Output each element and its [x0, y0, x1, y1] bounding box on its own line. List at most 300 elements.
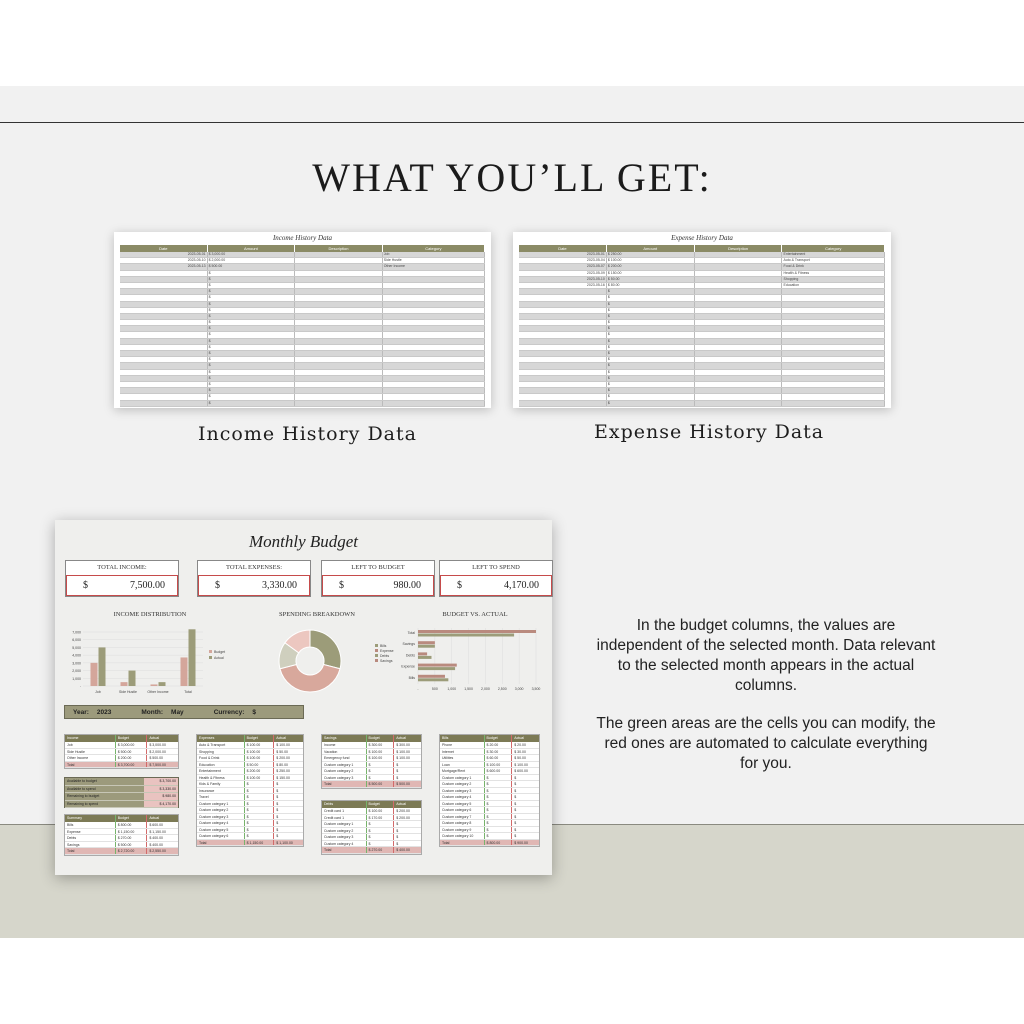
legend-swatch — [375, 644, 378, 647]
panel-cell-budget: $ 100.00 — [366, 749, 394, 755]
column-header: Date — [120, 245, 208, 252]
table-cell — [782, 326, 884, 331]
bar — [91, 663, 98, 686]
kpi-total-expenses — [197, 560, 311, 597]
bar — [418, 678, 448, 681]
panel-cell-budget: $ 200.00 — [115, 755, 147, 761]
table-cell — [695, 357, 783, 362]
kpi-currency: $ — [215, 580, 220, 591]
bar — [418, 656, 431, 659]
panel-cell-name: Other Income — [67, 756, 89, 760]
kpi-label: LEFT TO BUDGET — [351, 564, 405, 571]
budget-vs-actual-title: BUDGET VS. ACTUAL — [442, 611, 508, 618]
table-cell — [295, 388, 383, 393]
panel-header-cell: Budget — [115, 815, 147, 822]
table-cell — [695, 320, 783, 325]
table-cell — [782, 363, 884, 368]
table-cell — [519, 382, 607, 387]
panel-cell-actual: $ — [511, 801, 539, 807]
legend-swatch — [209, 650, 212, 653]
panel-cell-budget: $ — [244, 807, 274, 813]
table-cell — [295, 295, 383, 300]
table-cell: $ — [208, 401, 296, 406]
y-tick-label: 5,000 — [72, 645, 81, 650]
panel-cell-name: Custom category 1 — [199, 801, 229, 806]
expense-sheet-title: Expense History Data — [671, 234, 733, 242]
panel-cell-name: Internet — [442, 749, 454, 754]
kpi-value: 980.00 — [393, 580, 421, 591]
table-cell — [782, 320, 884, 325]
table-cell — [695, 382, 783, 387]
page-headline: WHAT YOU’LL GET: — [312, 155, 712, 200]
bar — [121, 682, 128, 686]
table-row — [120, 401, 485, 407]
table-cell — [120, 388, 208, 393]
panel-cell-budget: $ 270.00 — [366, 847, 394, 853]
table-cell: $ — [607, 382, 695, 387]
table-cell: Side Hustle — [383, 258, 485, 263]
table-cell: 2023-05-10 — [519, 277, 607, 282]
income-distribution-chart — [61, 624, 236, 699]
panel-cell-name: Custom category 3 — [324, 835, 354, 839]
table-cell: Job — [383, 252, 485, 257]
table-cell — [782, 314, 884, 319]
panel-cell-budget: $ — [484, 814, 512, 820]
table-cell — [120, 394, 208, 399]
table-cell — [695, 277, 783, 282]
panel-cell-budget: $ 1,150.00 — [244, 840, 274, 846]
panel-cell-budget: $ 100.00 — [366, 755, 394, 761]
table-cell — [120, 308, 208, 313]
table-cell — [295, 326, 383, 331]
panel-cell-budget: $ 270.00 — [115, 835, 147, 841]
year-value[interactable]: 2023 — [96, 708, 112, 716]
table-cell: 2023-05-13 — [120, 264, 208, 269]
table-cell — [782, 382, 884, 387]
panel-header-cell: Actual — [273, 735, 303, 742]
table-cell: Auto & Transport — [782, 258, 884, 263]
panel-cell-actual: $ 600.00 — [146, 822, 178, 828]
x-tick-label: Job — [95, 690, 101, 694]
panel-header-cell: Budget — [244, 735, 274, 742]
table-cell: 2023-05-04 — [519, 258, 607, 263]
table-cell — [120, 370, 208, 375]
summary-value: $ 3,700.00 — [144, 778, 178, 785]
panel-cell-name: Income — [324, 743, 336, 747]
panel-cell-name: Custom category 4 — [199, 821, 229, 825]
bills-panel — [439, 734, 540, 847]
table-cell — [519, 289, 607, 294]
panel-cell-name: Savings — [67, 842, 80, 847]
panel-header-cell: Budget — [484, 735, 512, 742]
panel-cell-actual: $ 2,000.00 — [146, 749, 178, 755]
table-cell — [695, 339, 783, 344]
table-cell: $ — [208, 326, 296, 331]
panel-cell-name: Custom category 1 — [442, 775, 472, 780]
panel-cell-budget: $ 2,720.00 — [115, 848, 147, 854]
table-cell — [383, 289, 485, 294]
panel-cell-actual: $ — [393, 775, 421, 781]
panel-total-row — [322, 847, 421, 854]
panel-header — [322, 735, 421, 742]
y-tick-label: Bills — [408, 675, 415, 680]
panel-cell-actual: $ — [511, 781, 539, 787]
panel-cell-actual: $ 2,550.00 — [146, 848, 178, 854]
panel-cell-actual: $ 600.00 — [511, 768, 539, 774]
table-cell — [782, 295, 884, 300]
column-header: Description — [295, 245, 383, 252]
x-tick-label: Other Income — [147, 690, 169, 694]
panel-cell-actual: $ — [393, 828, 421, 834]
panel-header-cell: Debts — [324, 802, 334, 806]
table-cell — [383, 357, 485, 362]
panel-cell-budget: $ — [244, 788, 274, 794]
table-cell — [120, 326, 208, 331]
panel-cell-actual: $ 50.00 — [511, 755, 539, 761]
table-cell: $ — [208, 376, 296, 381]
panel-total-row — [440, 840, 539, 847]
panel-cell-budget: $ 60.00 — [484, 755, 512, 761]
budget-title: Monthly Budget — [248, 532, 359, 551]
column-header: Date — [519, 245, 607, 252]
table-cell — [295, 394, 383, 399]
legend-swatch — [375, 649, 378, 652]
table-cell — [519, 320, 607, 325]
panel-cell-actual: $ 250.00 — [273, 768, 303, 774]
panel-cell-actual: $ 100.00 — [511, 762, 539, 768]
table-cell — [295, 289, 383, 294]
table-cell — [695, 351, 783, 356]
bar — [418, 630, 536, 633]
table-cell — [120, 382, 208, 387]
table-cell: $ 100.00 — [607, 258, 695, 263]
table-cell — [519, 308, 607, 313]
bar — [129, 671, 136, 686]
period-selector — [64, 705, 304, 719]
panel-cell-actual: $ — [273, 801, 303, 807]
panel-cell-actual: $ — [273, 807, 303, 813]
table-cell — [782, 289, 884, 294]
bar — [151, 684, 158, 686]
table-cell — [383, 283, 485, 288]
panel-cell-name: Vacation — [324, 749, 338, 754]
kpi-currency: $ — [457, 580, 462, 591]
table-cell: Health & Fitness — [782, 271, 884, 276]
panel-cell-name: Entertainment — [199, 769, 221, 773]
panel-cell-name: Custom category 10 — [442, 834, 474, 838]
table-cell — [383, 314, 485, 319]
panel-cell-budget: $ 500.00 — [115, 749, 147, 755]
panel-header-cell: Savings — [324, 736, 337, 740]
x-tick-label: 3,000 — [514, 687, 524, 691]
panel-cell-budget: $ — [244, 814, 274, 820]
table-cell: 2023-05-16 — [519, 283, 607, 288]
table-cell — [519, 401, 607, 406]
panel-cell-actual: $ — [511, 833, 539, 839]
column-header: Category — [383, 245, 485, 252]
panel-cell-name: Shopping — [199, 749, 214, 754]
table-cell — [120, 363, 208, 368]
column-header: Description — [695, 245, 783, 252]
table-cell — [120, 376, 208, 381]
panel-cell-actual: $ — [273, 781, 303, 787]
table-cell: $ — [208, 394, 296, 399]
table-cell — [782, 302, 884, 307]
x-tick-label: 500 — [431, 687, 438, 691]
y-tick-label: 6,000 — [72, 638, 81, 643]
donut-slice — [280, 664, 340, 692]
panel-cell-name: Utilities — [442, 756, 454, 760]
legend-label: Debts — [380, 653, 390, 658]
spending-breakdown-title: SPENDING BREAKDOWN — [278, 611, 355, 618]
panel-cell-budget: $ 100.00 — [484, 762, 512, 768]
table-cell: $ 500.00 — [208, 264, 296, 269]
table-cell — [383, 302, 485, 307]
table-cell — [295, 320, 383, 325]
kpi-value-box — [198, 575, 310, 596]
kpi-value-box — [322, 575, 434, 596]
table-cell — [120, 345, 208, 350]
table-cell: Education — [782, 283, 884, 288]
table-cell: $ — [607, 401, 695, 406]
panel-cell-name: Custom category 3 — [199, 814, 229, 819]
table-cell: Entertainment — [782, 252, 884, 257]
table-cell: $ — [208, 332, 296, 337]
panel-cell-budget: $ — [244, 827, 274, 833]
expense-caption: Expense History Data — [594, 421, 825, 443]
panel-cell-name: Total — [67, 762, 75, 767]
table-cell — [782, 351, 884, 356]
x-tick-label: - — [417, 687, 419, 691]
panel-cell-budget: $ — [484, 781, 512, 787]
summary-row — [65, 786, 178, 794]
currency-value[interactable]: $ — [252, 708, 257, 716]
table-cell — [295, 264, 383, 269]
kpi-left-to-spend — [439, 560, 553, 597]
kpi-value: 4,170.00 — [504, 580, 539, 591]
panel-total-row — [322, 781, 421, 788]
table-cell — [519, 302, 607, 307]
panel-cell-actual: $ 7,500.00 — [146, 762, 178, 768]
table-cell — [519, 388, 607, 393]
income-sheet-title: Income History Data — [272, 234, 333, 242]
table-cell — [695, 314, 783, 319]
table-cell: $ — [607, 370, 695, 375]
legend-label: Actual — [214, 656, 224, 660]
table-cell: $ — [607, 314, 695, 319]
panel-cell-actual: $ — [273, 827, 303, 833]
panel-cell-name: Travel — [199, 795, 209, 799]
panel-cell-budget: $ — [484, 801, 512, 807]
bar — [418, 652, 427, 655]
panel-cell-budget: $ — [484, 820, 512, 826]
table-row — [519, 401, 885, 407]
y-tick-label: - — [79, 684, 81, 689]
panel-cell-actual: $ — [511, 807, 539, 813]
panel-cell-budget: $ 100.00 — [244, 749, 274, 755]
panel-cell-budget: $ — [366, 762, 394, 768]
month-value[interactable]: May — [171, 708, 184, 716]
table-cell — [295, 351, 383, 356]
debts-panel — [321, 800, 422, 855]
table-cell — [695, 326, 783, 331]
panel-cell-budget: $ 200.00 — [244, 768, 274, 774]
table-cell: $ 200.00 — [607, 264, 695, 269]
panel-header — [197, 735, 303, 742]
panel-total-row — [65, 762, 178, 769]
table-cell — [295, 252, 383, 257]
panel-cell-budget: $ 600.00 — [484, 768, 512, 774]
table-cell — [782, 308, 884, 313]
table-cell — [383, 376, 485, 381]
note-budget-columns: In the budget columns, the values are independent of the selected month. Data relevant to the selected month appears in the actual columns. — [596, 617, 936, 694]
x-tick-label: Side Hustle — [119, 690, 137, 694]
table-cell: $ — [607, 363, 695, 368]
panel-cell-actual: $ — [273, 788, 303, 794]
table-cell: $ — [607, 326, 695, 331]
table-cell — [383, 308, 485, 313]
panel-cell-budget: $ — [366, 775, 394, 781]
table-cell — [695, 394, 783, 399]
panel-header-cell: Budget — [366, 735, 394, 742]
table-cell — [695, 345, 783, 350]
panel-cell-name: Loan — [442, 762, 450, 767]
x-tick-label: 2,000 — [481, 687, 490, 691]
table-cell: $ — [607, 357, 695, 362]
panel-cell-actual: $ 200.00 — [393, 815, 421, 821]
monthly-budget-preview — [55, 520, 552, 875]
table-cell — [120, 332, 208, 337]
y-tick-label: Expense — [401, 664, 415, 669]
table-cell — [383, 351, 485, 356]
table-cell — [695, 271, 783, 276]
panel-header — [65, 735, 178, 742]
panel-cell-budget: $ — [244, 820, 274, 826]
panel-cell-budget: $ 800.00 — [115, 822, 147, 828]
panel-cell-budget: $ 500.00 — [366, 781, 394, 787]
table-cell — [295, 258, 383, 263]
table-cell — [695, 308, 783, 313]
panel-cell-name: Credit card 1 — [324, 809, 345, 813]
table-cell — [383, 394, 485, 399]
table-cell — [295, 357, 383, 362]
table-cell — [695, 264, 783, 269]
table-cell: $ — [208, 289, 296, 294]
spending-breakdown-donut — [270, 621, 350, 701]
table-cell — [120, 401, 208, 406]
table-cell — [295, 401, 383, 406]
panel-cell-budget: $ — [366, 834, 394, 840]
table-cell: 2023-05-09 — [519, 271, 607, 276]
panel-cell-budget: $ — [366, 821, 394, 827]
panel-header-cell: Actual — [511, 735, 539, 742]
panel-cell-actual: $ 200.00 — [273, 755, 303, 761]
summary-label: Available to spend — [67, 786, 96, 791]
bar — [418, 641, 435, 644]
panel-cell-budget: $ 3,000.00 — [115, 742, 147, 748]
x-tick-label: 1,500 — [464, 687, 473, 691]
panel-cell-budget: $ — [484, 794, 512, 800]
note-green-red-areas: The green areas are the cells you can modify, the red ones are automated to calculate everything for you. — [596, 715, 936, 772]
table-cell — [120, 357, 208, 362]
bar — [418, 667, 455, 670]
table-cell — [383, 363, 485, 368]
table-cell — [519, 394, 607, 399]
panel-cell-name: Custom category 4 — [442, 795, 472, 799]
table-cell — [519, 376, 607, 381]
table-cell: $ — [607, 308, 695, 313]
panel-cell-actual: $ 150.00 — [273, 775, 303, 781]
panel-cell-name: Health & Fitness — [199, 775, 225, 780]
summary-row — [65, 793, 178, 801]
table-cell: 2023-05-01 — [519, 252, 607, 257]
kpi-label: TOTAL EXPENSES: — [226, 564, 282, 571]
table-cell: $ — [208, 295, 296, 300]
panel-cell-name: Bills — [67, 823, 74, 827]
table-cell — [695, 295, 783, 300]
kpi-value: 7,500.00 — [130, 580, 165, 591]
panel-cell-name: Total — [324, 848, 332, 852]
legend-label: Bills — [380, 643, 387, 648]
panel-cell-budget: $ 170.00 — [366, 815, 394, 821]
panel-cell-name: Total — [324, 782, 332, 786]
table-cell: 2023-05-01 — [120, 252, 208, 257]
panel-cell-actual: $ 900.00 — [511, 840, 539, 846]
panel-cell-budget: $ — [484, 775, 512, 781]
panel-cell-budget: $ 30.00 — [484, 749, 512, 755]
table-cell: Food & Drink — [782, 264, 884, 269]
panel-cell-actual: $ — [511, 820, 539, 826]
table-cell — [120, 302, 208, 307]
table-cell — [383, 388, 485, 393]
panel-header — [440, 735, 539, 742]
table-cell — [295, 271, 383, 276]
table-cell: $ 50.00 — [607, 277, 695, 282]
summary-value: $ 4,170.00 — [144, 801, 178, 808]
table-cell — [120, 339, 208, 344]
panel-header-cell: Summary — [67, 816, 82, 820]
table-cell: $ — [607, 376, 695, 381]
table-cell — [695, 258, 783, 263]
bar — [181, 657, 188, 686]
panel-cell-actual: $ 50.00 — [273, 749, 303, 755]
table-cell: $ — [208, 388, 296, 393]
panel-cell-actual: $ — [511, 827, 539, 833]
panel-cell-budget: $ 100.00 — [244, 775, 274, 781]
kpi-currency: $ — [339, 580, 344, 591]
table-cell — [295, 314, 383, 319]
table-cell — [120, 320, 208, 325]
table-cell — [383, 295, 485, 300]
divider — [0, 122, 1024, 123]
table-cell: $ — [208, 283, 296, 288]
table-cell: $ — [607, 394, 695, 399]
panel-cell-actual: $ 400.00 — [146, 835, 178, 841]
table-cell — [383, 382, 485, 387]
table-cell — [519, 314, 607, 319]
panel-cell-budget: $ 100.00 — [366, 808, 394, 814]
table-cell: $ — [208, 277, 296, 282]
panel-cell-actual: $ 3,000.00 — [146, 742, 178, 748]
panel-cell-name: Custom category 6 — [199, 834, 229, 838]
table-cell — [782, 345, 884, 350]
y-tick-label: 2,000 — [72, 669, 81, 674]
panel-cell-actual: $ — [273, 794, 303, 800]
panel-cell-budget: $ — [484, 807, 512, 813]
table-cell — [782, 394, 884, 399]
expenses-panel — [196, 734, 304, 847]
panel-cell-budget: $ 500.00 — [115, 842, 147, 848]
